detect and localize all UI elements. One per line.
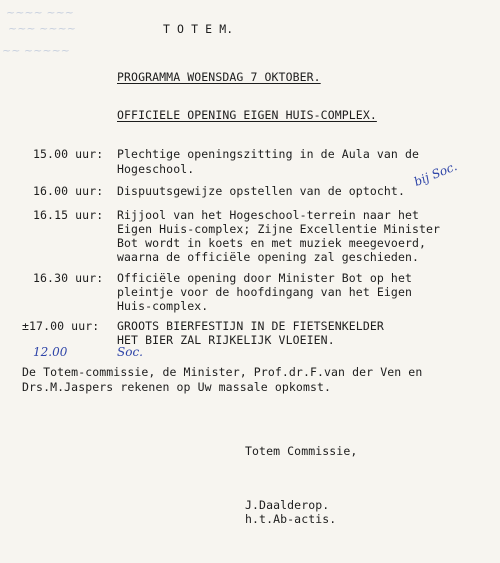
schedule-time: 16.30 uur: <box>33 271 104 285</box>
event-heading: OFFICIELE OPENING EIGEN HUIS-COMPLEX. <box>117 108 377 122</box>
schedule-line: Officiële opening door Minister Bot op het <box>117 271 412 285</box>
schedule-time: 15.00 uur: <box>33 147 104 161</box>
schedule-line: Rijjool van het Hogeschool-terrein naar het <box>117 208 420 222</box>
schedule-line: Hogeschool. <box>117 162 195 176</box>
bleed-through-mark: ~~ ~~~~~ <box>2 44 71 57</box>
handwritten-annotation: bij Soc. <box>412 159 460 189</box>
signature-organisation: Totem Commissie, <box>245 444 358 458</box>
schedule-line: Bot wordt in koets en met muziek meegevoerd, <box>117 236 427 250</box>
closing-line: Drs.M.Jaspers rekenen op Uw massale opkomst. <box>22 380 332 394</box>
schedule-line: pleintje voor de hoofdingang van het Eigen <box>117 285 412 299</box>
schedule-time: 16.00 uur: <box>33 184 104 198</box>
schedule-line: Huis-complex. <box>117 299 209 313</box>
signatory-role: h.t.Ab-actis. <box>245 512 337 526</box>
schedule-line: HET BIER ZAL RIJKELIJK VLOEIEN. <box>117 333 335 347</box>
schedule-line: Plechtige openingszitting in de Aula van de <box>117 147 420 161</box>
document-title: T O T E M. <box>163 22 234 36</box>
bleed-through-mark: ~~~ ~~~~ <box>8 22 77 35</box>
schedule-line: waarna de officiële opening zal geschieden. <box>117 250 420 264</box>
schedule-time: 16.15 uur: <box>33 208 104 222</box>
schedule-line: Eigen Huis-complex; Zijne Excellentie Minister <box>117 222 441 236</box>
closing-line: De Totem-commissie, de Minister, Prof.dr.F.van der Ven en <box>22 365 423 379</box>
signatory-name: J.Daalderop. <box>245 498 330 512</box>
schedule-line: Dispuutsgewijze opstellen van de optocht. <box>117 184 405 198</box>
bleed-through-mark: ~~~~ ~~~ <box>6 6 75 19</box>
schedule-time: ±17.00 uur: <box>22 319 100 333</box>
schedule-line: GROOTS BIERFESTIJN IN DE FIETSENKELDER <box>117 319 384 333</box>
handwritten-place: Soc. <box>117 345 143 359</box>
programme-heading: PROGRAMMA WOENSDAG 7 OKTOBER. <box>117 70 321 84</box>
handwritten-time: 12.00 <box>33 345 68 359</box>
